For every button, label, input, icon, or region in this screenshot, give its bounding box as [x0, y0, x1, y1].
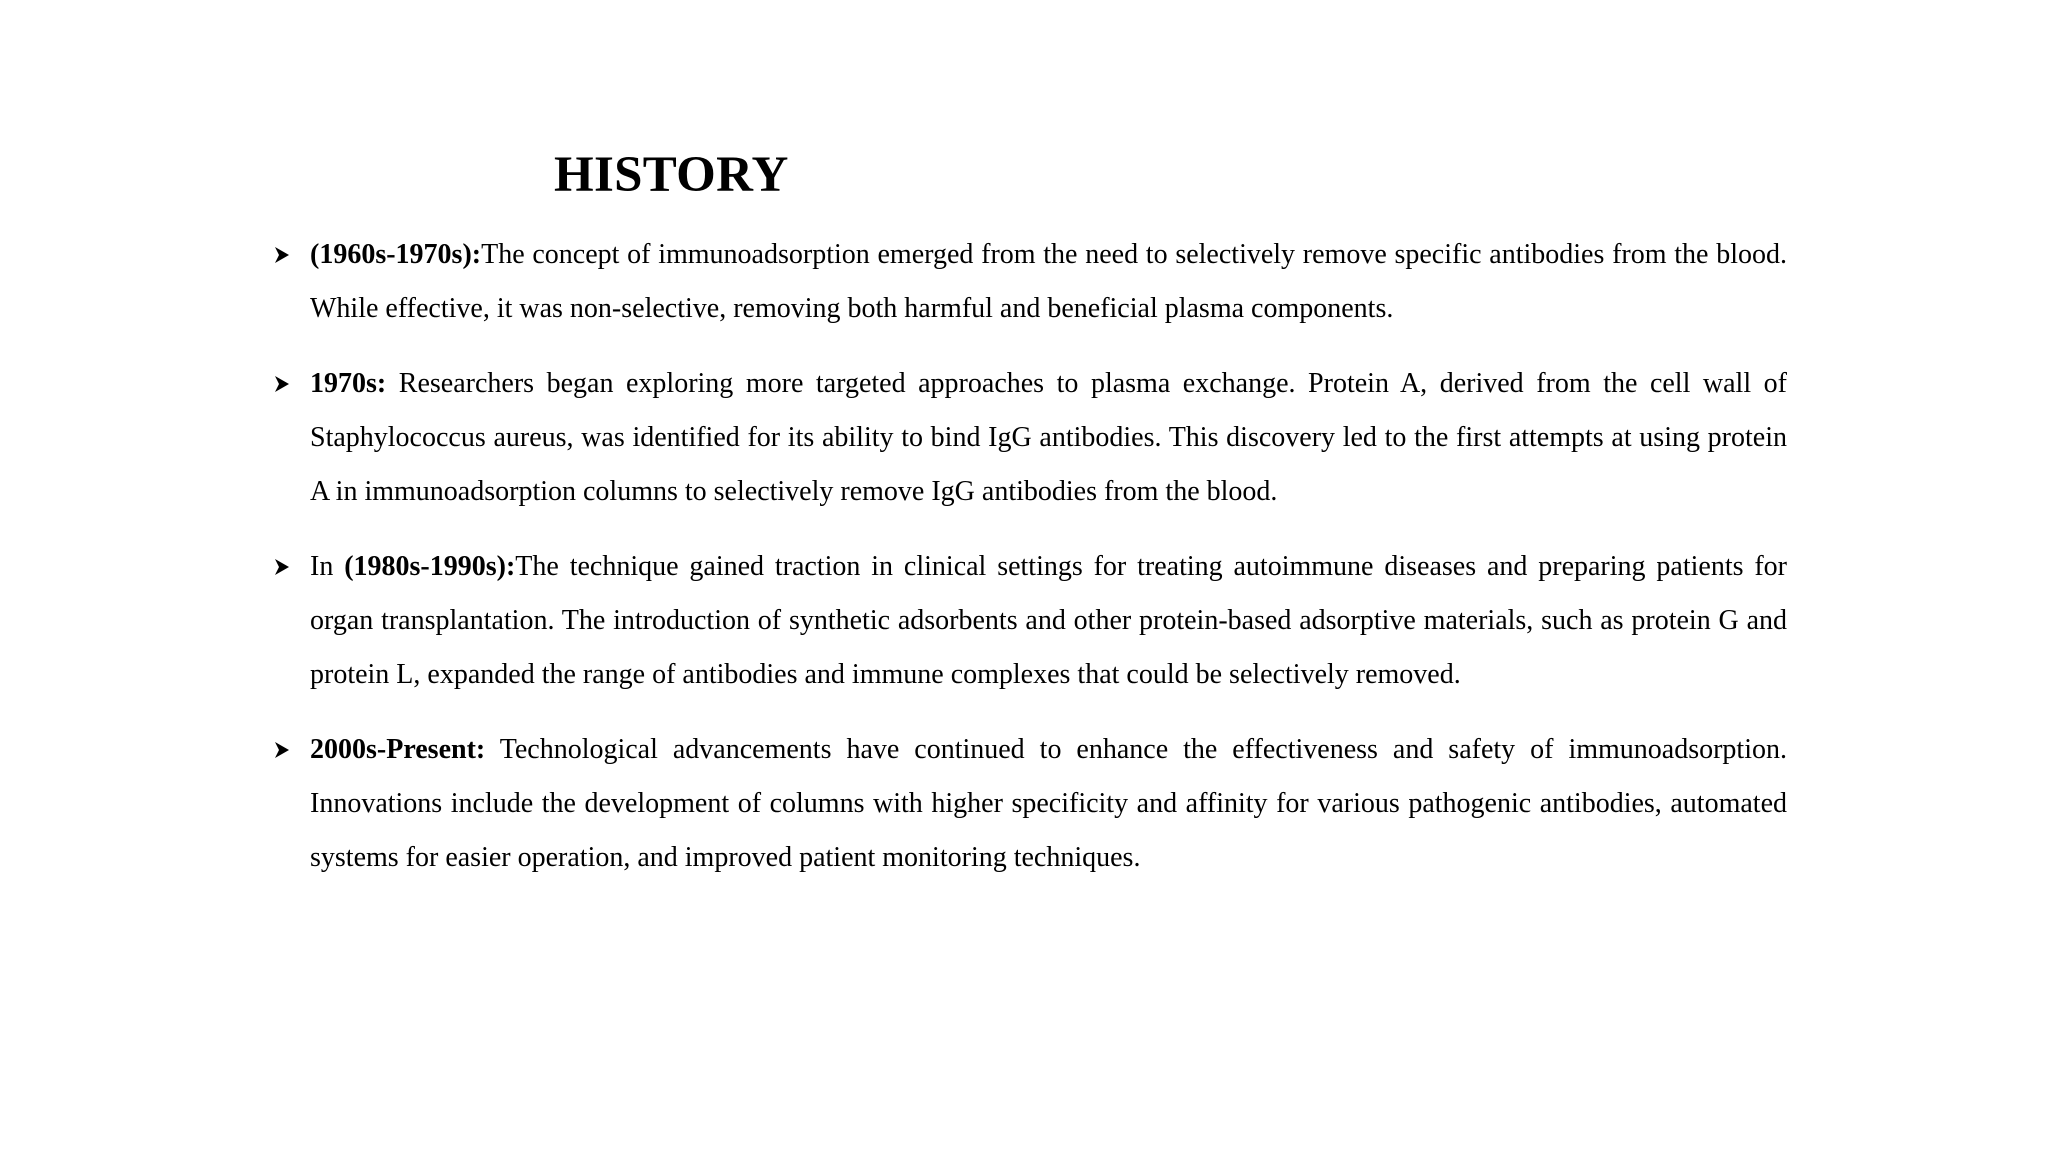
slide-title: HISTORY: [554, 147, 789, 203]
bullet-period-label: (1980s-1990s):: [344, 551, 516, 582]
arrowhead-bullet-icon: [273, 357, 295, 411]
bullet-2000s-present: [273, 723, 1787, 885]
bullet-period-label: 2000s-Present:: [310, 734, 486, 765]
bullet-text: Researchers began exploring more targeted approaches to plasma exchange. Protein A, derived from the cell wall of Staphylococcus aureus, was identified for its ability to bind IgG antibodies. This discovery led to the first attempts at using protein A in immunoadsorption columns to selectively remove IgG antibodies from the blood.: [310, 368, 1787, 507]
bullet-period-label: 1970s:: [310, 368, 387, 399]
bullet-1960s-1970s: [273, 228, 1787, 336]
bullet-text: The technique gained traction in clinical settings for treating autoimmune diseases and preparing patients for organ transplantation. The introduction of synthetic adsorbents and other protein-based adsorptive materials, such as protein G and protein L, expanded the range of antibodies and immune complexes that could be selectively removed.: [310, 551, 1788, 690]
bullet-period-label: (1960s-1970s):: [310, 239, 482, 270]
bullet-text: Technological advancements have continued to enhance the effectiveness and safety of immunoadsorption. Innovations include the development of columns with higher specificity and affinity for various pathogenic antibodies, automated systems for easier operation, and improved patient monitoring techniques.: [310, 734, 1787, 873]
bullet-prefix: In: [310, 551, 345, 582]
history-bullet-list: [273, 228, 1787, 906]
arrowhead-bullet-icon: [273, 540, 295, 594]
arrowhead-bullet-icon: [273, 228, 295, 282]
bullet-text: The concept of immunoadsorption emerged from the need to selectively remove specific antibodies from the blood. While effective, it was non-selective, removing both harmful and beneficial plasma components.: [310, 239, 1787, 324]
arrowhead-bullet-icon: [273, 723, 295, 777]
bullet-1980s-1990s: [273, 540, 1787, 702]
bullet-1970s: [273, 357, 1787, 519]
